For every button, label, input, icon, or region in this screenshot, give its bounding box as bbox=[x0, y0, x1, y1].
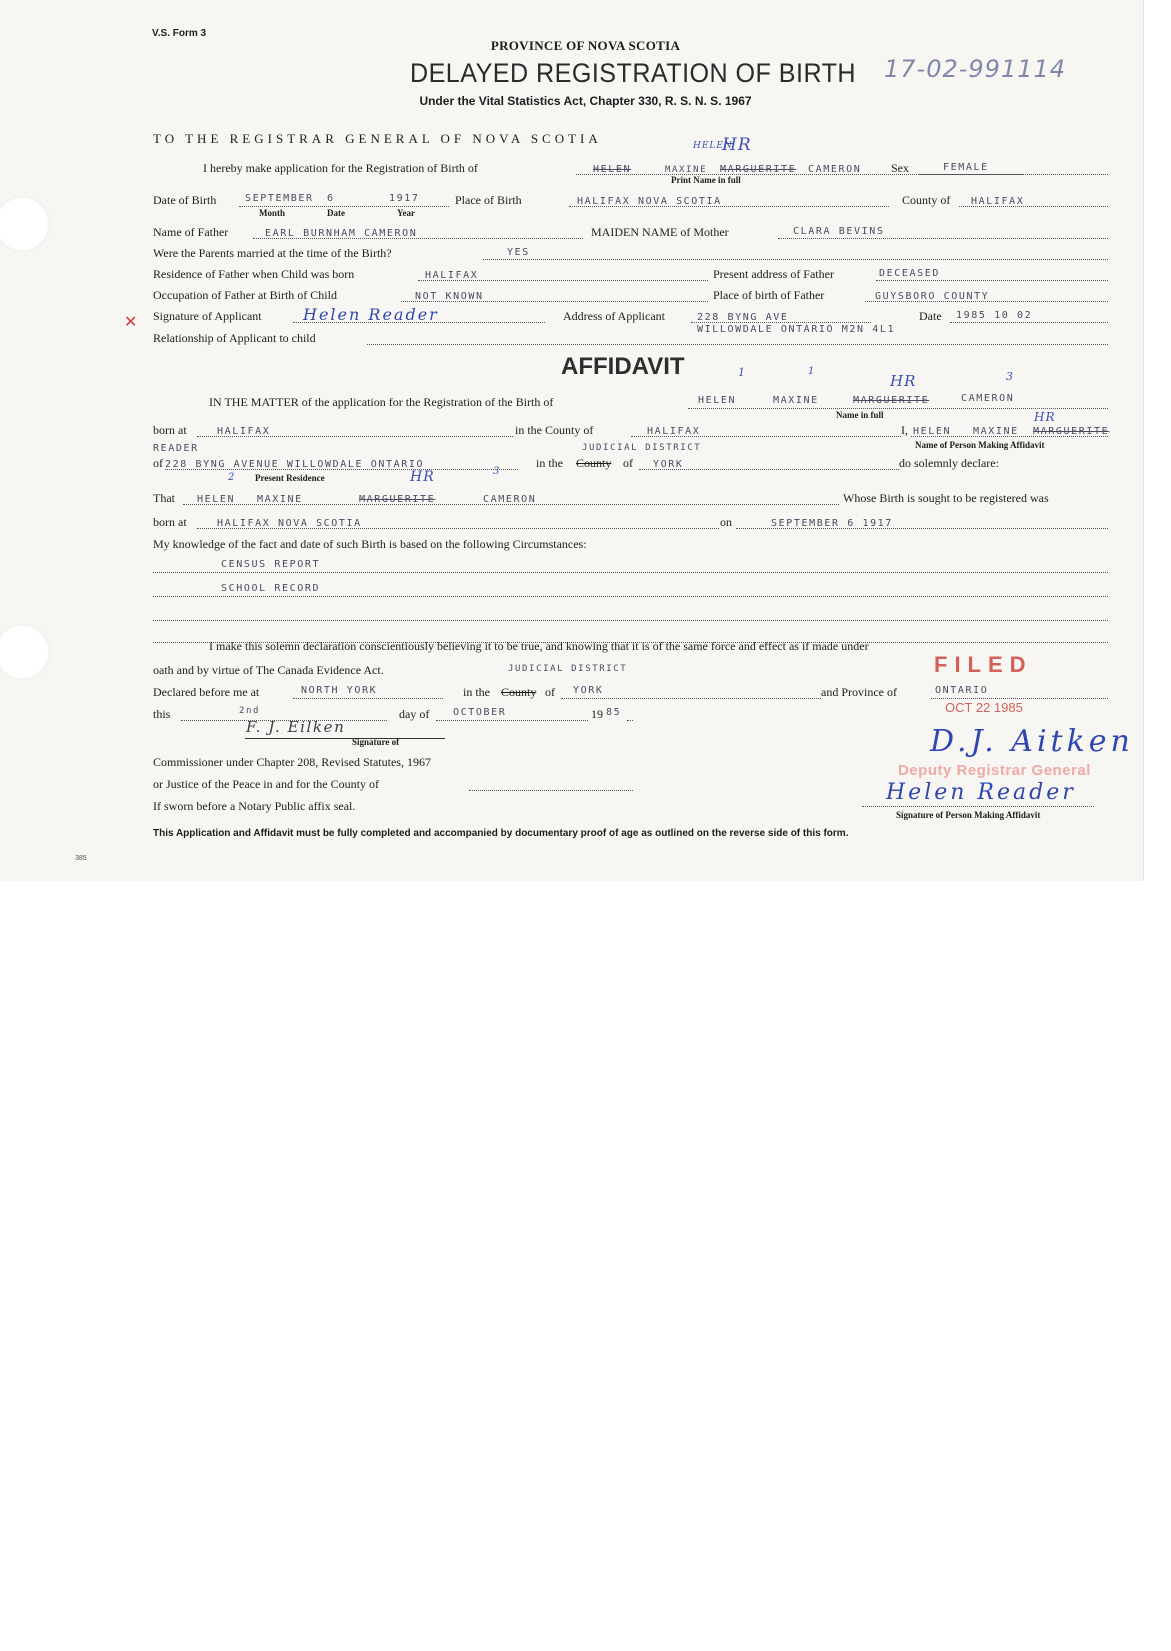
name-in-full-label: Name in full bbox=[836, 410, 884, 420]
dots bbox=[919, 174, 1108, 175]
address-line2: WILLOWDALE ONTARIO M2N 4L1 bbox=[697, 324, 896, 335]
row-date-of-birth bbox=[153, 190, 1108, 210]
affidavit-name-struck: MARGUERITE bbox=[853, 395, 930, 406]
relationship-label: Relationship of Applicant to child bbox=[153, 331, 316, 345]
affidavit-name-maxine: MAXINE bbox=[773, 395, 819, 406]
father-value: EARL BURNHAM CAMERON bbox=[265, 228, 418, 239]
matter-label: IN THE MATTER of the application for the Registration of the Birth of bbox=[209, 395, 554, 409]
row-born-at-2 bbox=[153, 512, 1108, 532]
person-struck: MARGUERITE bbox=[1033, 426, 1110, 437]
row-circumstance-2 bbox=[153, 580, 1108, 600]
that-struck: MARGUERITE bbox=[359, 494, 436, 505]
person-signature-line bbox=[862, 806, 1094, 807]
of-label: of bbox=[153, 456, 163, 470]
page-id: 385 bbox=[75, 855, 87, 862]
signature-of-label: Signature of bbox=[352, 737, 400, 747]
declare-label: do solemnly declare: bbox=[899, 456, 999, 470]
sex-value: FEMALE bbox=[943, 162, 989, 173]
month-value: OCTOBER bbox=[453, 707, 507, 718]
justice-label: or Justice of the Peace in and for the County of bbox=[153, 777, 379, 791]
dots bbox=[153, 572, 1108, 573]
to-registrar: TO THE REGISTRAR GENERAL OF NOVA SCOTIA bbox=[153, 131, 602, 146]
affidavit-name-hr: HR bbox=[890, 372, 917, 390]
row-residence-affidavit bbox=[153, 453, 1108, 473]
print-name-label: Print Name in full bbox=[671, 175, 741, 185]
declared-county: YORK bbox=[573, 685, 604, 696]
sex-label: Sex bbox=[891, 161, 909, 175]
date-label-2: Date bbox=[919, 309, 942, 323]
dots bbox=[483, 259, 1108, 260]
month-label: Month bbox=[259, 208, 286, 218]
deputy-registrar-label: Deputy Registrar General bbox=[898, 762, 1091, 779]
circumstance-1: CENSUS REPORT bbox=[221, 559, 321, 570]
dots bbox=[950, 322, 1108, 323]
declared-province: ONTARIO bbox=[935, 685, 989, 696]
dots bbox=[436, 720, 588, 721]
of-label-2: of bbox=[623, 456, 633, 470]
dots bbox=[367, 344, 1108, 345]
mark-3: 3 bbox=[1006, 370, 1014, 383]
day-value: 2nd bbox=[239, 706, 261, 716]
in-county-label: in the County of bbox=[515, 423, 594, 437]
dots bbox=[778, 238, 1108, 239]
declared-label: Declared before me at bbox=[153, 685, 260, 699]
mother-value: CLARA BEVINS bbox=[793, 226, 885, 237]
born-at-value-2: HALIFAX NOVA SCOTIA bbox=[217, 518, 362, 529]
punch-hole-bottom bbox=[0, 624, 50, 680]
row-circumstance-1 bbox=[153, 556, 1108, 576]
name-struck-helen: HELEN bbox=[593, 164, 632, 175]
dots bbox=[239, 206, 449, 207]
punch-hole-top bbox=[0, 196, 50, 252]
commissioner-signature: F. J. Eilken bbox=[246, 718, 346, 736]
row-residence bbox=[153, 264, 1108, 284]
married-label: Were the Parents married at the time of the Birth? bbox=[153, 246, 392, 260]
circumstance-2: SCHOOL RECORD bbox=[221, 583, 321, 594]
form-subtitle: Under the Vital Statistics Act, Chapter 330, R. S. N. S. 1967 bbox=[419, 94, 752, 108]
filed-stamp: FILED bbox=[934, 652, 1033, 677]
row-matter bbox=[153, 392, 1108, 412]
father-label: Name of Father bbox=[153, 225, 229, 239]
occupation-value: NOT KNOWN bbox=[415, 291, 484, 302]
signature-label: Signature of Applicant bbox=[153, 309, 262, 323]
person-hr: HR bbox=[1034, 410, 1056, 424]
mark-1a: 1 bbox=[738, 366, 746, 379]
row-born-at bbox=[153, 420, 1108, 440]
row-that bbox=[153, 488, 1108, 508]
declared-at: NORTH YORK bbox=[301, 685, 378, 696]
dots bbox=[876, 280, 1108, 281]
solemn-line-2: oath and by virtue of The Canada Evidence Act. bbox=[153, 663, 384, 677]
footer-note: This Application and Affidavit must be fully completed and accompanied by documentary proof of age as outlined on the reverse side of this form. bbox=[153, 828, 849, 839]
dots bbox=[688, 408, 1108, 409]
county-value: HALIFAX bbox=[971, 196, 1025, 207]
father-birth-label: Place of birth of Father bbox=[713, 288, 825, 302]
affidavit-name-helen: HELEN bbox=[698, 395, 737, 406]
place-value: HALIFAX NOVA SCOTIA bbox=[577, 196, 722, 207]
notary-label: If sworn before a Notary Public affix seal. bbox=[153, 799, 356, 813]
form-title: DELAYED REGISTRATION OF BIRTH bbox=[410, 58, 857, 88]
judicial-district-2: JUDICIAL DISTRICT bbox=[508, 664, 628, 674]
residence-label: Residence of Father when Child was born bbox=[153, 267, 355, 281]
name-person-label: Name of Person Making Affidavit bbox=[915, 440, 1045, 450]
born-at-value: HALIFAX bbox=[217, 426, 271, 437]
name-hr-initials: HR bbox=[722, 135, 752, 155]
person-signature: Helen Reader bbox=[886, 780, 1076, 805]
this-label: this bbox=[153, 707, 171, 721]
dob-day: 6 bbox=[327, 193, 335, 204]
on-label: on bbox=[720, 515, 732, 529]
present-addr-label: Present address of Father bbox=[713, 267, 834, 281]
row-occupation bbox=[153, 285, 1108, 305]
mark-2-residence: 2 bbox=[228, 472, 236, 483]
dots bbox=[627, 720, 633, 721]
address-label: Address of Applicant bbox=[563, 309, 665, 323]
that-label: That bbox=[153, 491, 175, 505]
that-hr: HR bbox=[410, 469, 435, 485]
that-helen: HELEN bbox=[197, 494, 236, 505]
dob-label: Date of Birth bbox=[153, 193, 217, 207]
present-residence-label: Present Residence bbox=[255, 473, 325, 483]
intro-label: I hereby make application for the Registration of Birth of bbox=[203, 161, 478, 175]
residence-value: HALIFAX bbox=[425, 270, 479, 281]
occupation-label: Occupation of Father at Birth of Child bbox=[153, 288, 337, 302]
applicant-signature: Helen Reader bbox=[303, 305, 439, 324]
year-prefix: 19 bbox=[591, 707, 603, 721]
deputy-signature: D.J. Aitken bbox=[930, 724, 1134, 759]
dots bbox=[153, 620, 1108, 621]
solemn-line-1: I make this solemn declaration conscientiously believing it to be true, and knowing that it is of the same force and effect as if made under bbox=[209, 639, 869, 653]
whose-label: Whose Birth is sought to be registered was bbox=[843, 491, 1049, 505]
x-mark: ✕ bbox=[124, 312, 138, 331]
row-parents bbox=[153, 222, 1108, 242]
born-at-label-2: born at bbox=[153, 515, 187, 529]
affidavit-name-surname: CAMERON bbox=[961, 393, 1015, 404]
dots bbox=[293, 698, 443, 699]
father-birth-value: GUYSBORO COUNTY bbox=[875, 291, 990, 302]
filed-date: OCT 22 1985 bbox=[945, 700, 1023, 715]
in-the-label-2: in the bbox=[463, 685, 490, 699]
dots bbox=[931, 698, 1108, 699]
i-label: I, bbox=[901, 423, 908, 437]
in-county-value: HALIFAX bbox=[647, 426, 701, 437]
born-at-label: born at bbox=[153, 423, 187, 437]
commissioner-label: Commissioner under Chapter 208, Revised Statutes, 1967 bbox=[153, 755, 431, 769]
affidavit-county: YORK bbox=[653, 459, 684, 470]
commissioner-signature-line bbox=[245, 738, 445, 739]
dots bbox=[469, 790, 633, 791]
county-struck-2: County bbox=[501, 685, 537, 699]
row-knowledge bbox=[153, 534, 1108, 554]
of-label-3: of bbox=[545, 685, 555, 699]
dots bbox=[153, 596, 1108, 597]
row-married bbox=[153, 243, 1108, 263]
affidavit-residence: 228 BYNG AVENUE WILLOWDALE ONTARIO bbox=[165, 459, 425, 470]
row-relationship bbox=[153, 328, 1108, 348]
year-suffix: 85 bbox=[606, 707, 622, 718]
present-addr-value: DECEASED bbox=[879, 268, 940, 279]
row-circumstance-3 bbox=[153, 604, 1108, 624]
person-maxine: MAXINE bbox=[973, 426, 1019, 437]
year-label: Year bbox=[397, 208, 415, 218]
county-struck: County bbox=[576, 456, 612, 470]
on-date: SEPTEMBER 6 1917 bbox=[771, 518, 893, 529]
row-signature bbox=[153, 306, 1108, 326]
row-child-name bbox=[153, 158, 1108, 178]
that-maxine: MAXINE bbox=[257, 494, 303, 505]
name-struck-marguerite: MARGUERITE bbox=[720, 164, 797, 175]
province-header: PROVINCE OF NOVA SCOTIA bbox=[490, 38, 681, 53]
application-date: 1985 10 02 bbox=[956, 310, 1033, 321]
name-helen-insert: HELEN bbox=[693, 141, 733, 151]
province-label: and Province of bbox=[821, 685, 897, 699]
person-sig-label: Signature of Person Making Affidavit bbox=[896, 810, 1041, 820]
that-surname: CAMERON bbox=[483, 494, 537, 505]
person-reader: READER bbox=[153, 443, 199, 454]
form-number: V.S. Form 3 bbox=[152, 28, 207, 39]
mark-1b: 1 bbox=[808, 366, 816, 377]
mark-3-residence: 3 bbox=[493, 466, 501, 477]
judicial-district: JUDICIAL DISTRICT bbox=[582, 443, 702, 453]
name-maxine: MAXINE bbox=[665, 165, 708, 175]
row-commissioner bbox=[153, 752, 1108, 772]
dob-year: 1917 bbox=[389, 193, 420, 204]
name-surname: CAMERON bbox=[808, 164, 862, 175]
knowledge-label: My knowledge of the fact and date of such Birth is based on the following Circumstances: bbox=[153, 537, 587, 551]
in-the-label: in the bbox=[536, 456, 563, 470]
county-label: County of bbox=[902, 193, 951, 207]
dots bbox=[561, 698, 821, 699]
day-label: day of bbox=[399, 707, 430, 721]
registration-number: 17-02-991114 bbox=[884, 55, 1067, 83]
affidavit-heading: AFFIDAVIT bbox=[561, 353, 685, 380]
row-declared bbox=[153, 682, 1108, 702]
person-helen: HELEN bbox=[913, 426, 952, 437]
date-label: Date bbox=[327, 208, 345, 218]
married-value: YES bbox=[507, 247, 530, 258]
place-label: Place of Birth bbox=[455, 193, 522, 207]
mother-label: MAIDEN NAME of Mother bbox=[591, 225, 729, 239]
dob-month: SEPTEMBER bbox=[245, 193, 314, 204]
address-line1: 228 BYNG AVE bbox=[697, 312, 789, 323]
